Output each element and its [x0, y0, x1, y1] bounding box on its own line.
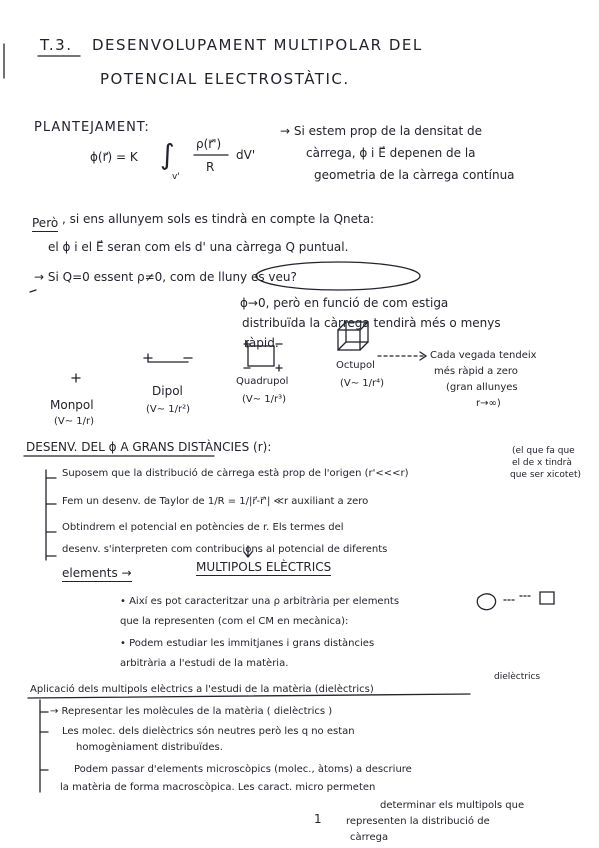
multipoles-note-line-1: Cada vegada tendeix — [430, 350, 537, 361]
pero-line-3: → Si Q=0 essent ρ≠0, com de lluny es veu? — [34, 270, 297, 284]
desenv-item-2: Fem un desenv. de Taylor de 1/R = 1/|r⃗-r⃗'| ≪r auxiliant a zero — [62, 496, 369, 507]
plantejament-heading: PLANTEJAMENT: — [34, 120, 150, 135]
monopol-law: (V∼ 1/r) — [54, 416, 95, 427]
plantejament-note-line-3: geometria de la càrrega contínua — [314, 168, 515, 182]
quadrupol-name: Quadrupol — [236, 376, 289, 387]
desenv-item-4: desenv. s'interpreten com contribucions al potencial de diferents — [62, 544, 388, 555]
aplicacio-side-note: dielèctrics — [494, 672, 541, 682]
integral-lower-limit: v' — [172, 172, 180, 182]
page-number: 1 — [314, 812, 322, 826]
pero-line-2: el ϕ i el E⃗ seran com els d' una càrrega Q puntual. — [48, 240, 349, 254]
multipoles-note-line-4: r→∞) — [476, 398, 501, 409]
multipoles-note-line-2: més ràpid a zero — [434, 366, 518, 377]
monopol-charge — [72, 374, 80, 382]
plantejament-note-line-2: càrrega, ϕ i E⃗ depenen de la — [306, 146, 476, 160]
taylor-note-line-3: que ser xicotet) — [510, 470, 581, 480]
aplicacio-heading: Aplicació dels multipols elèctrics a l'estudi de la matèria (dielèctrics) — [30, 684, 374, 695]
aplicacio-item-2: Les molec. dels dielèctrics són neutres però les q no estan — [62, 726, 355, 737]
title-line-2: POTENCIAL ELECTROSTÀTIC. — [100, 70, 350, 88]
octupol-cube-front — [338, 330, 360, 350]
octupol-law: (V∼ 1/r⁴) — [340, 378, 385, 389]
dipol-name: Dipol — [152, 384, 183, 398]
aplicacio-item-1: → Representar les molècules de la matèria ( dielèctrics ) — [50, 706, 333, 717]
aplicacio-item-5: la matèria de forma macroscòpica. Les caract. micro permeten — [60, 782, 376, 793]
formula-lhs: ϕ(r⃗) = K — [90, 150, 138, 164]
quadrupol-law: (V∼ 1/r³) — [242, 394, 287, 405]
integral-sign: ∫ — [160, 138, 175, 171]
desenv-bullet-1: • Així es pot caracteritzar una ρ arbitrària per elements — [120, 596, 400, 607]
title-number: T.3. — [40, 36, 73, 54]
pero-lead: Però — [32, 216, 59, 230]
aplicacio-item-7: representen la distribució de — [346, 816, 490, 827]
dipol-law: (V∼ 1/r²) — [146, 404, 191, 415]
formula-denominator: R — [206, 160, 215, 174]
pero-line-5: distribuïda la càrrega tendirà més o menys — [242, 316, 501, 330]
desenv-bullet-4: arbitrària a l'estudi de la matèria. — [120, 658, 289, 669]
aplicacio-item-4: Podem passar d'elements microscòpics (molec., àtoms) a descriure — [74, 764, 412, 775]
plantejament-note-line-1: → Si estem prop de la densitat de — [280, 124, 483, 138]
taylor-note-line-2: el de x tindrà — [512, 458, 572, 468]
elements-label: elements → — [62, 566, 132, 580]
octupol-name: Octupol — [336, 360, 375, 371]
aplicacio-item-3: homogèniament distribuïdes. — [76, 742, 223, 753]
monopol-name: Monpol — [50, 398, 94, 412]
charge-blob — [477, 594, 495, 610]
desenv-bullet-2: que la representen (com el CM en mecànica): — [120, 616, 349, 627]
pero-line-1: , si ens allunyem sols es tindrà en compte la Qneta: — [62, 212, 375, 226]
desenv-bullet-3: • Podem estudiar les immitjanes i grans distàncies — [120, 638, 375, 649]
formula-differential: dV' — [236, 148, 256, 162]
desenv-item-3: Obtindrem el potencial en potències de r. Els termes del — [62, 522, 344, 533]
aplicacio-item-6: determinar els multipols que — [380, 800, 525, 811]
multipols-label: MULTIPOLS ELÈCTRICS — [196, 560, 332, 574]
title-line-1: DESENVOLUPAMENT MULTIPOLAR DEL — [92, 36, 423, 54]
pero-line-4: ϕ→0, però en funció de com estiga — [240, 296, 449, 310]
taylor-note-line-1: (el que fa que — [512, 446, 575, 456]
formula-numerator: ρ(r⃗') — [196, 137, 222, 151]
multipoles-note-line-3: (gran allunyes — [446, 382, 518, 393]
desenv-item-1: Suposem que la distribució de càrrega està prop de l'origen (r'<<<r) — [62, 468, 409, 479]
pero-line-6: ràpid. — [244, 336, 279, 350]
dipol-plus — [144, 354, 152, 362]
desenv-heading: DESENV. DEL ϕ A GRANS DISTÀNCIES (r): — [26, 440, 272, 454]
aplicacio-item-8: càrrega — [350, 832, 389, 843]
